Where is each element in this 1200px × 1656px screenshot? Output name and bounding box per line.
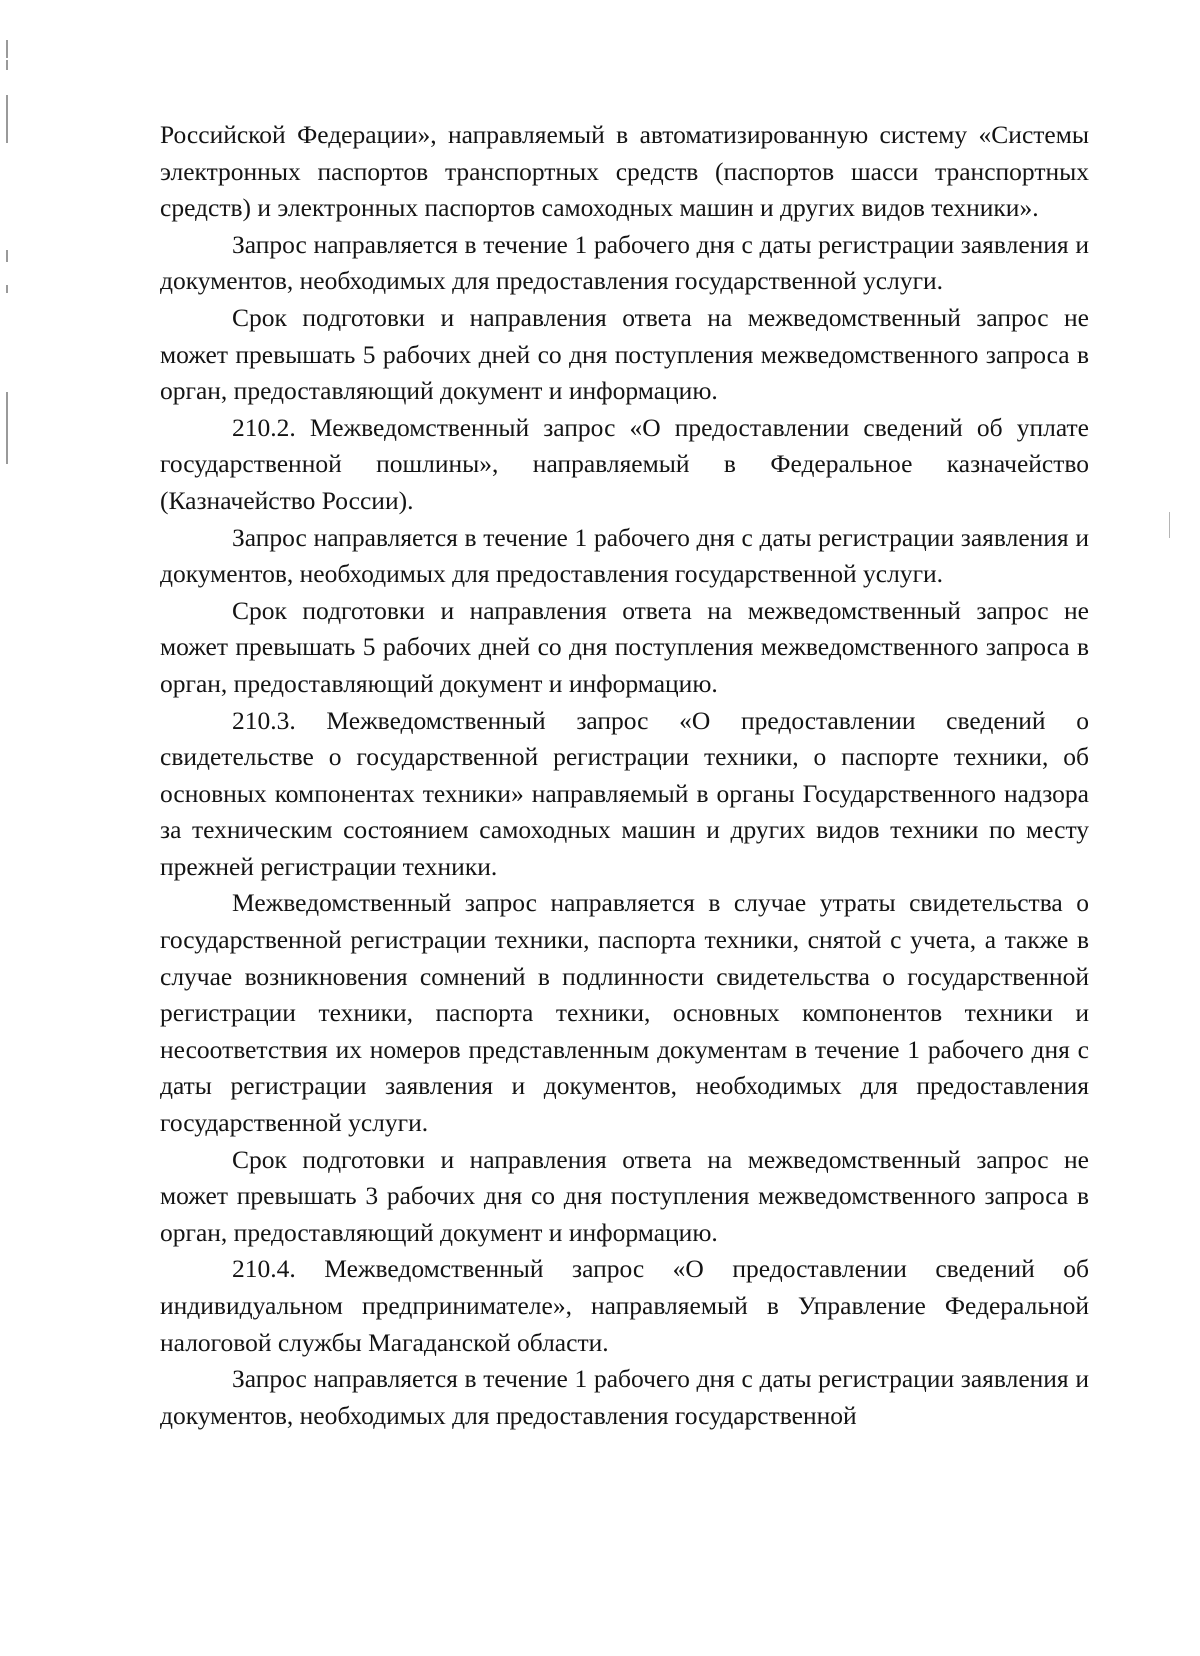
- paragraph: Срок подготовки и направления ответа на межведомственный запрос не может превышать 5 рабочих дней со дня поступления межведомственного запроса в орган, предоставляющий документ и информацию.: [160, 302, 1089, 406]
- paragraph: Срок подготовки и направления ответа на межведомственный запрос не может превышать 5 рабочих дней со дня поступления межведомственного запроса в орган, предоставляющий документ и информацию.: [160, 595, 1089, 698]
- paragraph: Межведомственный запрос направляется в случае утраты свидетельства о государственной регистрации техники, паспорта техники, снятой с учета, а также в случае возникновения сомнений в подлинности свидетельства о государственной регистрации техники, паспорта техники, основных компонентов техники и несоответствия их номеров представленным документам в течение 1 рабочего дня с даты регистрации заявления и документов, необходимых для предоставления государственной услуги.: [160, 888, 1089, 1138]
- paragraph: 210.4. Межведомственный запрос «О предоставлении сведений об индивидуальном предпринимателе», направляемый в Управление Федеральной налоговой службы Магаданской области.: [160, 1254, 1089, 1357]
- paragraph: Запрос направляется в течение 1 рабочего дня с даты регистрации заявления и документов, необходимых для предоставления государственной услуги.: [160, 229, 1089, 296]
- scan-edge-mark: [6, 285, 8, 293]
- paragraph: Запрос направляется в течение 1 рабочего дня с даты регистрации заявления и документов, необходимых для предоставления государственной услуги.: [160, 522, 1089, 589]
- scan-edge-mark: [6, 95, 8, 143]
- scan-edge-mark: [6, 392, 8, 464]
- paragraph: Российской Федерации», направляемый в автоматизированную систему «Системы электронных паспортов транспортных средств (паспортов шасси транспортных средств) и электронных паспортов самоходных машин и других видов техники».: [160, 120, 1089, 223]
- paragraph: 210.2. Межведомственный запрос «О предоставлении сведений об уплате государственной пошлины», направляемый в Федеральное казначейство (Казначейство России).: [160, 412, 1089, 515]
- scan-edge-mark: [6, 250, 8, 262]
- paragraph: Запрос направляется в течение 1 рабочего дня с даты регистрации заявления и документов, необходимых для предоставления государственной: [160, 1364, 1089, 1430]
- scan-edge-mark: [6, 40, 8, 58]
- scan-edge-mark: [1169, 512, 1170, 538]
- paragraph: 210.3. Межведомственный запрос «О предоставлении сведений о свидетельстве о государственной регистрации техники, о паспорте техники, об основных компонентах техники» направляемый в органы Государственного надзора за техническим состоянием самоходных машин и других видов техники по месту прежней регистрации техники.: [160, 705, 1089, 881]
- scan-edge-mark: [6, 60, 8, 70]
- paragraph: Срок подготовки и направления ответа на межведомственный запрос не может превышать 3 рабочих дня со дня поступления межведомственного запроса в орган, предоставляющий документ и информацию.: [160, 1144, 1089, 1247]
- document-body: [160, 117, 1089, 1434]
